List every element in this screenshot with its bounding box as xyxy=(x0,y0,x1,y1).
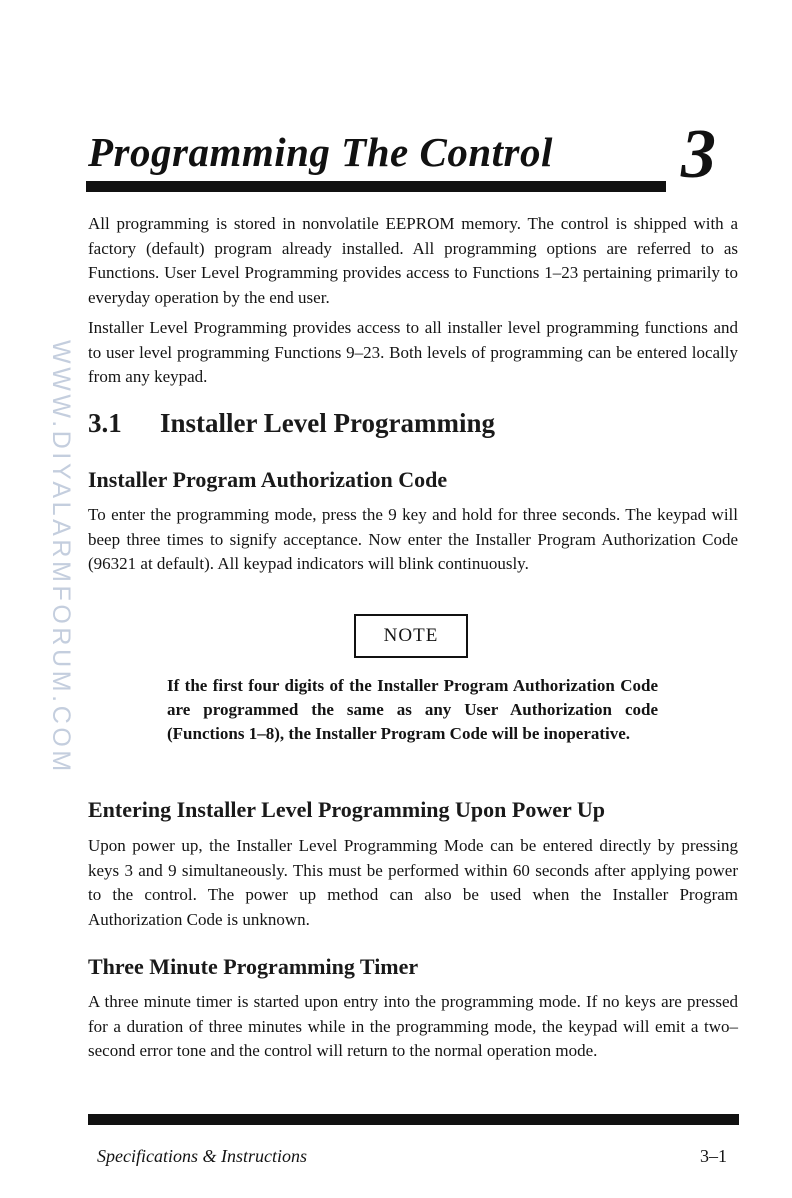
chapter-number: 3 xyxy=(681,116,716,193)
note-box xyxy=(354,614,468,658)
auth-code-heading: Installer Program Authorization Code xyxy=(88,467,448,492)
section-number: 3.1 xyxy=(88,408,122,438)
timer-paragraph: A three minute timer is started upon entry into the programming mode. If no keys are pressed for a duration of three minutes while in the programming mode, the keypad will emit a two–second error tone and the control will return to the normal operation mode. xyxy=(88,992,738,1060)
footer-rule xyxy=(88,1114,739,1125)
note-label: NOTE xyxy=(383,625,439,646)
chapter-title: Programming The Control xyxy=(88,129,553,175)
note-text: If the first four digits of the Installer Program Authorization Code are programmed the same as any User Authorization code (Functions 1–8), the Installer Program Code will be inoperative. xyxy=(167,676,658,743)
section-title: Installer Level Programming xyxy=(160,408,495,438)
timer-heading: Three Minute Programming Timer xyxy=(88,954,419,979)
title-rule xyxy=(86,181,666,192)
intro-paragraph-2: Installer Level Programming provides access to all installer level programming functions and to user level programming Functions 9–23. Both levels of programming can be entered locally from any keypad. xyxy=(88,318,738,386)
intro-paragraph-1: All programming is stored in nonvolatile EEPROM memory. The control is shipped with a factory (default) program already installed. All programming options are referred to as Functions. User Level Programming provides access to Functions 1–23 pertaining primarily to everyday operation by the end user. xyxy=(88,214,738,307)
power-up-paragraph: Upon power up, the Installer Level Programming Mode can be entered directly by pressing keys 3 and 9 simultaneously. This must be performed within 60 seconds after applying power to the control. The power up method can also be used when the Installer Program Authorization Code is unknown. xyxy=(88,836,738,929)
section-heading xyxy=(88,408,495,439)
power-up-heading: Entering Installer Level Programming Upon Power Up xyxy=(88,797,605,822)
footer-title: Specifications & Instructions xyxy=(97,1146,307,1166)
page-number: 3–1 xyxy=(700,1146,727,1166)
watermark-text: WWW.DIYALARMFORUM.COM xyxy=(47,340,75,775)
auth-code-paragraph: To enter the programming mode, press the 9 key and hold for three seconds. The keypad will beep three times to signify acceptance. Now enter the Installer Program Authorization Code (96321 at default). All keypad indicators will blink continuously. xyxy=(88,505,738,573)
